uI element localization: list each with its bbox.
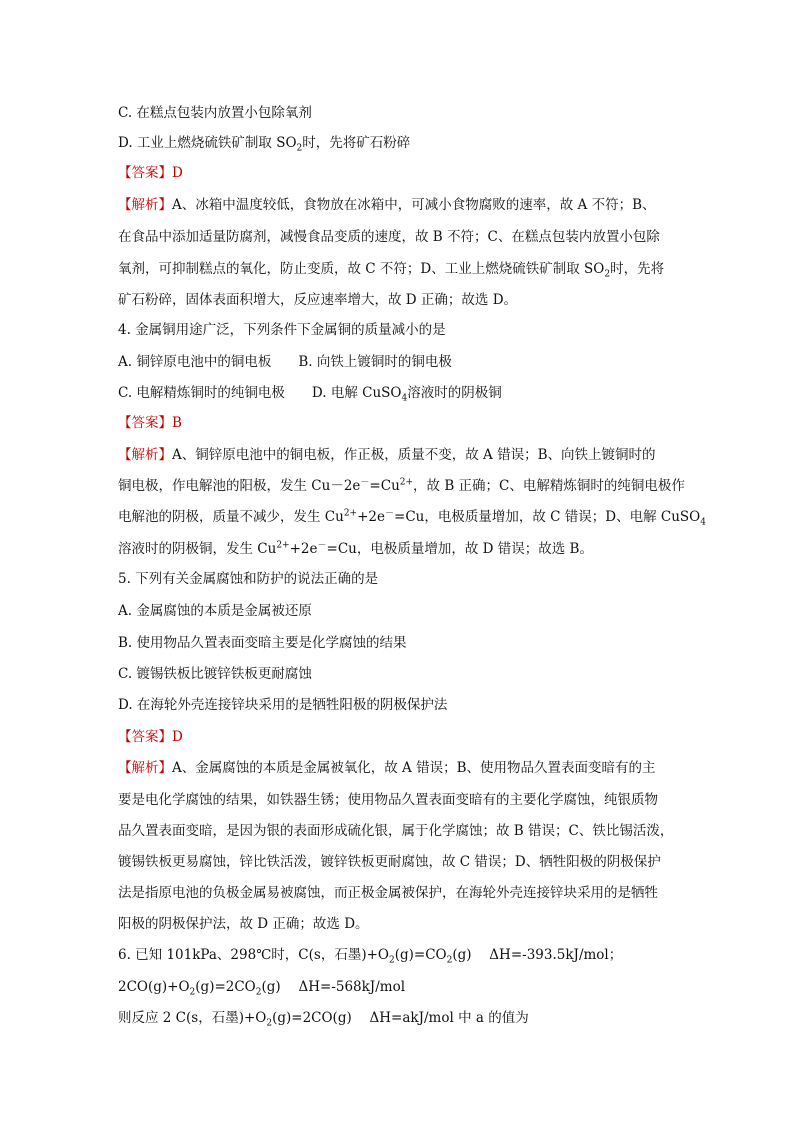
q5-answer (118, 727, 183, 747)
q4-options-ab (118, 352, 452, 372)
q3-analysis-line (118, 290, 517, 310)
subscript: 2 (388, 955, 395, 966)
q3-option-c-text: C. 在糕点包装内放置小包除氧剂 (118, 105, 312, 121)
q6-line-2 (118, 977, 405, 997)
q3-analysis-line (118, 195, 656, 215)
analysis-text: ，故 B 正确；C、电解精炼铜时的纯铜电极作 (413, 478, 685, 494)
analysis-text: 矿石粉碎，固体表面积增大，反应速率增大，故 D 正确；故选 D。 (118, 292, 518, 308)
q3-answer (118, 163, 183, 183)
q6-text: 2CO(g)+O (118, 979, 190, 995)
superscript: 2+ (399, 477, 414, 488)
analysis-text: 品久置表面变暗，是因为银的表面形成硫化银，属于化学腐蚀；故 B 错误；C、铁比锡活泼， (118, 823, 674, 839)
q6-text: (g)=2CO (195, 979, 256, 995)
subscript: 2 (189, 987, 196, 998)
q4-options-cd-text: C. 电解精炼铜时的纯铜电极 D. 电解 CuSO (118, 385, 402, 401)
q4-analysis-line (118, 539, 593, 559)
analysis-text: 铜电极，作电解池的阳极，发生 Cu－2e (118, 478, 361, 494)
subscript: 2 (266, 1018, 273, 1029)
q6-text: (g)=CO (394, 947, 447, 963)
answer-tag: 【答案】 (118, 729, 172, 745)
answer-tag: 【答案】 (118, 165, 172, 181)
q3-option-d (118, 133, 410, 153)
subscript: 2 (604, 269, 611, 280)
q6-text: 则反应 2 C(s，石墨)+O (118, 1010, 267, 1026)
q4-analysis-line (118, 476, 685, 496)
analysis-text: 氧剂，可抑制糕点的氧化，防止变质，故 C 不符；D、工业上燃烧硫铁矿制取 SO (118, 261, 605, 277)
q6-line-1 (118, 945, 622, 965)
analysis-text: =Cu (369, 478, 400, 494)
q4-options-ab-text: A. 铜锌原电池中的铜电板 B. 向铁上镀铜时的铜电极 (118, 354, 452, 370)
q4-stem (118, 320, 446, 340)
q5-stem-text: 5. 下列有关金属腐蚀和防护的说法正确的是 (118, 571, 379, 587)
q3-option-d-text: D. 工业上燃烧硫铁矿制取 SO (118, 135, 297, 151)
q6-text: (g) ΔH=-393.5kJ/mol； (452, 947, 623, 963)
analysis-text: 电解池的阴极，质量不减少，发生 Cu (118, 509, 344, 525)
analysis-text: 溶液时的阴极铜，发生 Cu (118, 541, 277, 557)
q4-answer (118, 413, 182, 433)
q5-analysis-line (118, 914, 369, 934)
analysis-tag: 【解析】 (118, 197, 172, 213)
q3-option-d-text: 时，先将矿石粉碎 (302, 135, 411, 151)
q3-analysis-line (118, 227, 660, 247)
q6-line-3 (118, 1008, 529, 1028)
q4-options-cd (118, 383, 502, 403)
q5-analysis-line (118, 790, 658, 810)
superscript: 2+ (276, 540, 290, 551)
analysis-text: =Cu，电极质量增加，故 C 错误；D、电解 CuSO (394, 509, 701, 525)
q4-analysis-line (118, 507, 706, 527)
analysis-tag: 【解析】 (118, 447, 172, 463)
subscript: 4 (700, 517, 706, 528)
q4-options-cd-text: 溶液时的阴极铜 (407, 385, 502, 401)
analysis-text: 时，先将 (610, 261, 665, 277)
q6-text: (g)=2CO(g) ΔH=akJ/mol 中 a 的值为 (272, 1010, 529, 1026)
analysis-text: A、金属腐蚀的本质是金属被氧化，故 A 错误；B、使用物品久置表面变暗有的主 (172, 760, 656, 776)
q5-option-a-text: A. 金属腐蚀的本质是金属被还原 (118, 603, 312, 619)
subscript: 2 (296, 143, 303, 154)
q5-analysis-line (118, 883, 658, 903)
analysis-tag: 【解析】 (118, 760, 172, 776)
q5-analysis-line (118, 758, 656, 778)
q3-analysis-line (118, 259, 664, 279)
answer-value: D (172, 729, 183, 745)
q5-option-d-text: D. 在海轮外壳连接锌块采用的是牺牲阳极的阴极保护法 (118, 697, 448, 713)
q5-option-c (118, 664, 312, 684)
analysis-text: 镀锡铁板更易腐蚀，锌比铁活泼，镀锌铁板更耐腐蚀，故 C 错误；D、牺牲阳极的阴极保护 (118, 854, 661, 870)
analysis-text: A、冰箱中温度较低，食物放在冰箱中，可减小食物腐败的速率，故 A 不符；B、 (172, 197, 656, 213)
superscript: － (317, 540, 327, 551)
q4-analysis-line (118, 445, 656, 465)
q5-option-b (118, 633, 407, 653)
q5-stem (118, 569, 378, 589)
analysis-text: +2e (357, 509, 385, 525)
q4-stem-text: 4. 金属铜用途广泛，下列条件下金属铜的质量减小的是 (118, 322, 446, 338)
analysis-text: 法是指原电池的负极金属易被腐蚀，而正极金属被保护，在海轮外壳连接锌块采用的是牺牲 (118, 885, 658, 901)
q5-option-b-text: B. 使用物品久置表面变暗主要是化学腐蚀的结果 (118, 635, 407, 651)
q6-text: (g) ΔH=-568kJ/mol (261, 979, 406, 995)
answer-value: B (172, 415, 182, 431)
subscript: 2 (255, 987, 262, 998)
analysis-text: A、铜锌原电池中的铜电板，作正极，质量不变，故 A 错误；B、向铁上镀铜时的 (172, 447, 656, 463)
superscript: － (385, 508, 395, 519)
answer-tag: 【答案】 (118, 415, 172, 431)
q5-option-d (118, 695, 447, 715)
q5-analysis-line (118, 821, 673, 841)
q5-analysis-line (118, 852, 661, 872)
q5-option-c-text: C. 镀锡铁板比镀锌铁板更耐腐蚀 (118, 666, 312, 682)
q6-text: 6. 已知 101kPa、298℃时，C(s，石墨)+O (118, 947, 389, 963)
analysis-text: =Cu，电极质量增加，故 D 错误；故选 B。 (326, 541, 593, 557)
q3-option-c (118, 103, 312, 123)
analysis-text: 在食品中添加适量防腐剂，减慢食品变质的速度，故 B 不符；C、在糕点包装内放置小包除 (118, 229, 660, 245)
subscript: 2 (446, 955, 453, 966)
subscript: 4 (401, 393, 408, 404)
superscript: 2+ (343, 508, 358, 519)
analysis-text: 要是电化学腐蚀的结果，如铁器生锈；使用物品久置表面变暗有的主要化学腐蚀，纯银质物 (118, 792, 658, 808)
answer-value: D (172, 165, 183, 181)
q5-option-a (118, 601, 312, 621)
analysis-text: 阳极的阴极保护法，故 D 正确；故选 D。 (118, 916, 369, 932)
analysis-text: +2e (289, 541, 318, 557)
superscript: － (360, 477, 370, 488)
